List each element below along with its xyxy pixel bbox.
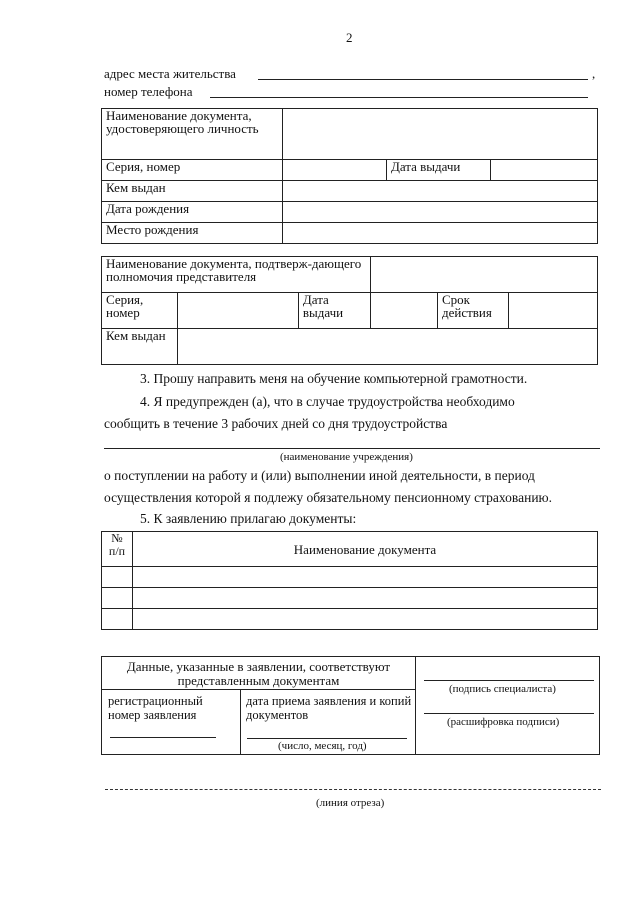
- id-issue-date-label: Дата выдачи: [387, 160, 491, 181]
- page-number: 2: [346, 30, 353, 45]
- id-series-label: Серия, номер: [102, 160, 283, 181]
- cut-line: [105, 789, 601, 790]
- rep-validity-field[interactable]: [509, 293, 598, 329]
- decode-caption: (расшифровка подписи): [447, 716, 560, 728]
- phone-field[interactable]: [210, 97, 588, 98]
- verify-right-box: [414, 656, 600, 755]
- receipt-date-label: дата приема заявления и копий документов: [246, 694, 412, 722]
- institution-caption: (наименование учреждения): [280, 451, 413, 463]
- item-3: 3. Прошу направить меня на обучение компьютерной грамотности.: [140, 371, 528, 386]
- item-4-line2: сообщить в течение 3 рабочих дней со дня трудоустройства: [104, 416, 448, 431]
- birth-place-label: Место рождения: [102, 223, 283, 244]
- signature-decode-field[interactable]: [424, 713, 594, 714]
- specialist-signature-field[interactable]: [424, 680, 594, 681]
- id-series-field[interactable]: [283, 160, 387, 181]
- address-label: адрес места жительства: [104, 66, 236, 81]
- item-4-cont2: осуществления которой я подлежу обязательному пенсионному страхованию.: [104, 490, 552, 505]
- rep-doc-name-field[interactable]: [371, 257, 598, 293]
- birth-place-field[interactable]: [283, 223, 598, 244]
- birth-date-label: Дата рождения: [102, 202, 283, 223]
- verify-left-box: [101, 656, 416, 755]
- item-4-line1: 4. Я предупрежден (а), что в случае трудоустройства необходимо: [140, 394, 515, 409]
- item-5: 5. К заявлению прилагаю документы:: [140, 511, 357, 526]
- docs-row-num[interactable]: [102, 609, 133, 630]
- item-4-cont1: о поступлении на работу и (или) выполнении иной деятельности, в период: [104, 468, 535, 483]
- rep-series-field[interactable]: [178, 293, 299, 329]
- id-issued-by-field[interactable]: [283, 181, 598, 202]
- rep-issued-by-field[interactable]: [178, 329, 598, 365]
- birth-date-field[interactable]: [283, 202, 598, 223]
- rep-issued-by-label: Кем выдан: [102, 329, 178, 365]
- docs-row-name[interactable]: [133, 588, 598, 609]
- id-doc-name-label: Наименование документа, удостоверяющего личность: [102, 109, 283, 160]
- verify-header: Данные, указанные в заявлении, соответствуют представленным документам: [102, 657, 415, 690]
- cut-line-caption: (линия отреза): [316, 797, 385, 809]
- rep-issue-date-label: Дата выдачи: [298, 293, 370, 329]
- id-doc-name-field[interactable]: [283, 109, 598, 160]
- docs-row-name[interactable]: [133, 567, 598, 588]
- receipt-date-caption: (число, месяц, год): [278, 740, 367, 752]
- reg-number-label: регистрационный номер заявления: [108, 694, 203, 722]
- address-comma: ,: [592, 66, 596, 81]
- institution-field[interactable]: [104, 448, 600, 449]
- signature-caption: (подпись специалиста): [449, 683, 556, 695]
- docs-num-header: № п/п: [102, 532, 133, 567]
- docs-row-name[interactable]: [133, 609, 598, 630]
- docs-row-num[interactable]: [102, 588, 133, 609]
- rep-series-label: Серия, номер: [102, 293, 178, 329]
- docs-name-header: Наименование документа: [133, 532, 598, 567]
- attached-docs-table: [101, 531, 598, 630]
- phone-label: номер телефона: [104, 84, 193, 99]
- id-issued-by-label: Кем выдан: [102, 181, 283, 202]
- rep-issue-date-field[interactable]: [371, 293, 438, 329]
- id-issue-date-field[interactable]: [491, 160, 598, 181]
- reg-number-field[interactable]: [110, 737, 216, 738]
- id-document-table: [101, 108, 598, 244]
- rep-doc-name-label: Наименование документа, подтверж-дающего полномочия представителя: [102, 257, 371, 293]
- address-field[interactable]: [258, 79, 588, 80]
- docs-row-num[interactable]: [102, 567, 133, 588]
- receipt-date-field[interactable]: [247, 738, 407, 739]
- rep-validity-label: Срок действия: [438, 293, 509, 329]
- rep-document-table: [101, 256, 598, 365]
